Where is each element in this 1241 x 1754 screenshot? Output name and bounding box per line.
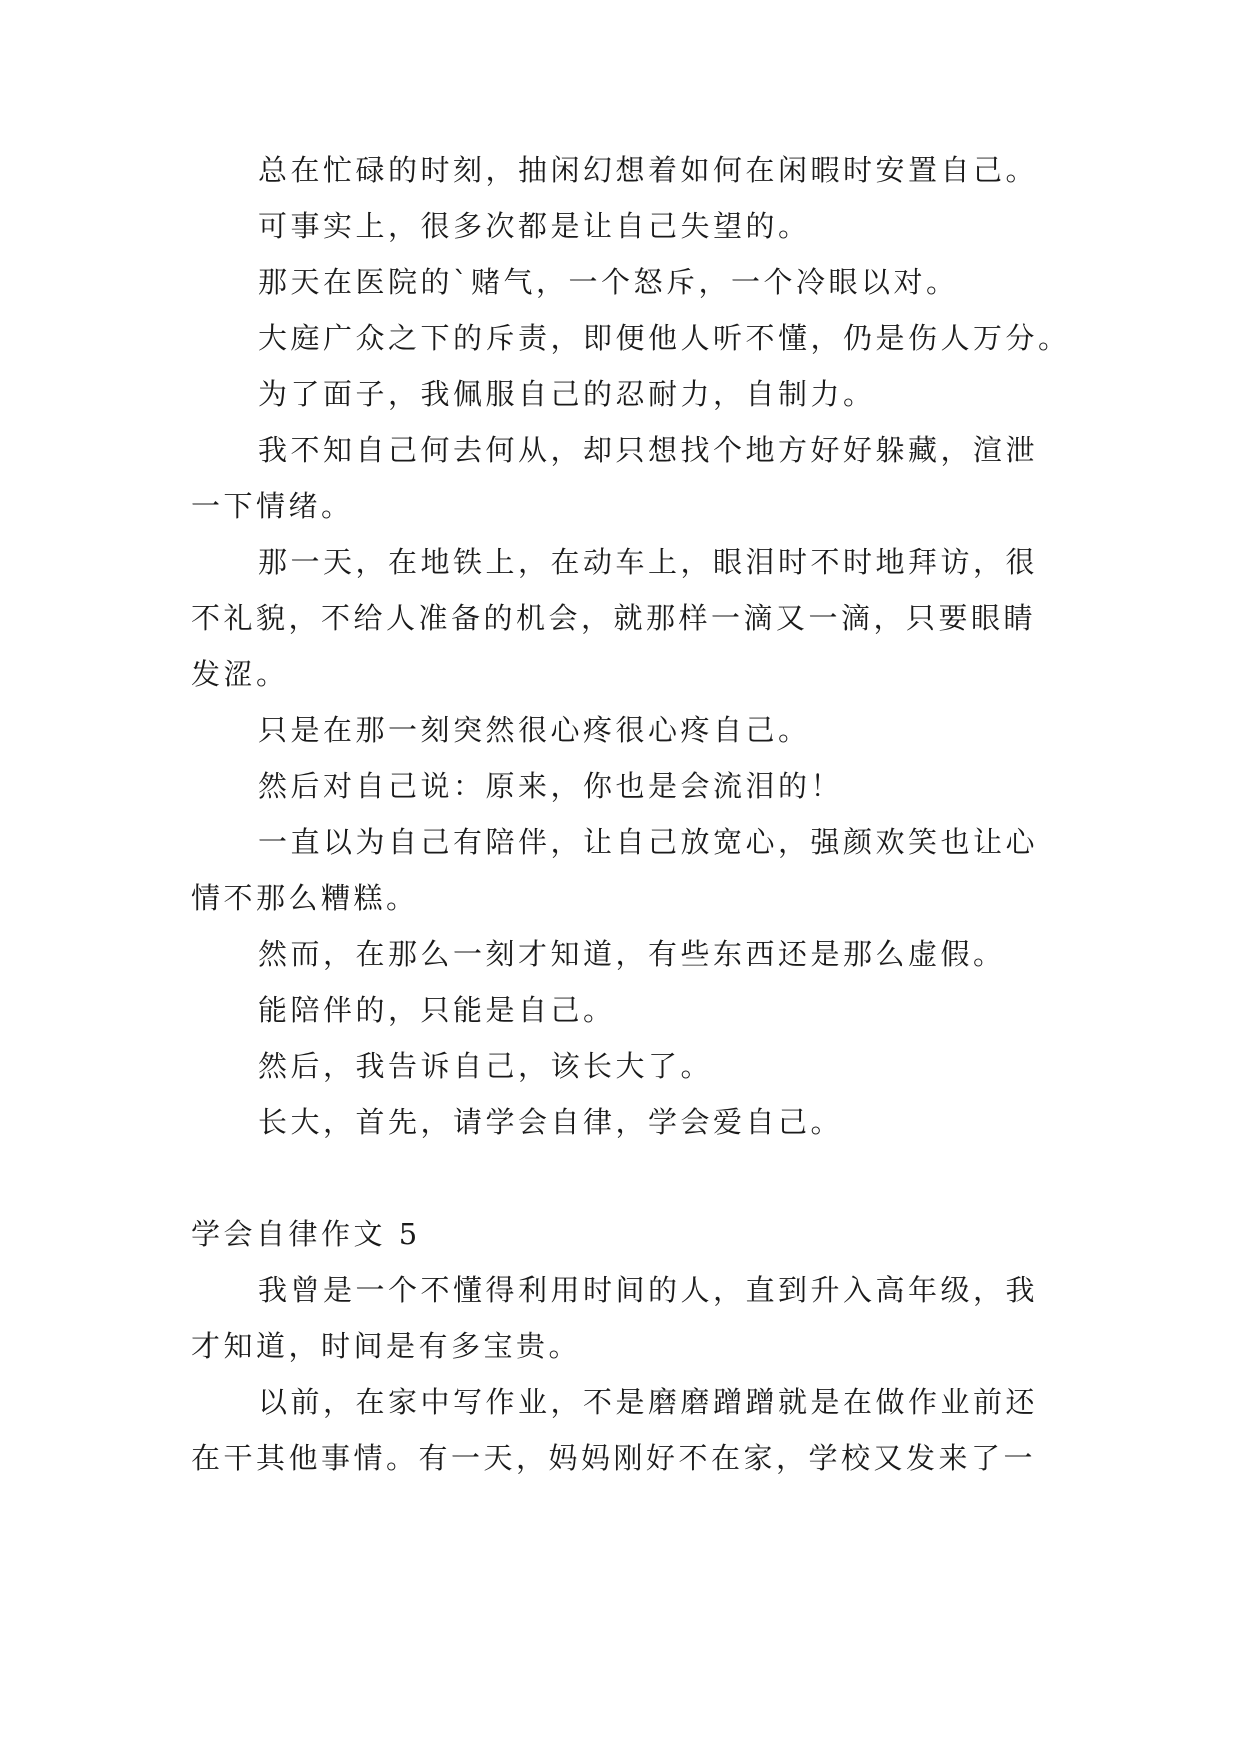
- paragraph-line: 可事实上，很多次都是让自己失望的。: [258, 209, 811, 243]
- paragraph-line: 总在忙碌的时刻，抽闲幻想着如何在闲暇时安置自己。: [258, 153, 1039, 187]
- paragraph-line: 不礼貌，不给人准备的机会，就那样一滴又一滴，只要眼睛: [191, 601, 1037, 635]
- paragraph-line: 大庭广众之下的斥责，即便他人听不懂，仍是伤人万分。: [258, 321, 1071, 355]
- paragraph-line: 一下情绪。: [191, 489, 354, 523]
- paragraph-line: 然而，在那么一刻才知道，有些东西还是那么虚假。: [258, 937, 1006, 971]
- paragraph-line: 发涩。: [191, 657, 289, 691]
- section-heading: 学会自律作文 5: [191, 1217, 421, 1251]
- paragraph-line: 情不那么糟糕。: [191, 881, 419, 915]
- paragraph-line: 我曾是一个不懂得利用时间的人，直到升入高年级，我: [258, 1273, 1039, 1307]
- paragraph-line: 在干其他事情。有一天，妈妈刚好不在家，学校又发来了一: [191, 1441, 1037, 1475]
- paragraph-line: 长大，首先，请学会自律，学会爱自己。: [258, 1105, 844, 1139]
- paragraph-line: 只是在那一刻突然很心疼很心疼自己。: [258, 713, 811, 747]
- paragraph-line: 为了面子，我佩服自己的忍耐力，自制力。: [258, 377, 876, 411]
- paragraph-line: 然后，我告诉自己，该长大了。: [258, 1049, 714, 1083]
- paragraph-line: 然后对自己说：原来，你也是会流泪的！: [258, 769, 844, 803]
- paragraph-line: 那天在医院的`赌气，一个怒斥，一个冷眼以对。: [258, 265, 959, 299]
- paragraph-line: 才知道，时间是有多宝贵。: [191, 1329, 582, 1363]
- paragraph-line: 那一天，在地铁上，在动车上，眼泪时不时地拜访，很: [258, 545, 1039, 579]
- paragraph-line: 我不知自己何去何从，却只想找个地方好好躲藏，渲泄: [258, 433, 1039, 467]
- paragraph-line: 能陪伴的，只能是自己。: [258, 993, 616, 1027]
- paragraph-line: 以前，在家中写作业，不是磨磨蹭蹭就是在做作业前还: [258, 1385, 1039, 1419]
- paragraph-line: 一直以为自己有陪伴，让自己放宽心，强颜欢笑也让心: [258, 825, 1039, 859]
